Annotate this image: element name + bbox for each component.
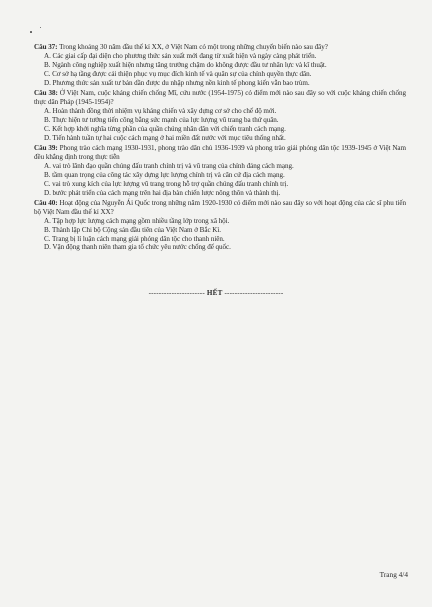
- question-37: [34, 43, 406, 88]
- question-text: Ở Việt Nam, cuộc kháng chiến chống Mĩ, cứu nước (1954-1975) có điểm mới nào sau đây so với cuộc kháng chiến chống thực dân Pháp (1945-1954)?: [34, 89, 406, 106]
- scan-speck: [30, 31, 32, 33]
- end-marker: [0, 289, 432, 298]
- option-b: B. Thành lập Chi bộ Cộng sản đầu tiên của Việt Nam ở Bắc Kì.: [44, 225, 221, 234]
- question-list: [34, 43, 406, 252]
- question-39: [34, 144, 406, 197]
- option-c: C. Kết hợp khởi nghĩa từng phần của quần chúng nhân dân với chiến tranh cách mạng.: [44, 124, 286, 133]
- option-d: D. Vận động thanh niên tham gia tổ chức yêu nước chống đế quốc.: [44, 243, 231, 252]
- option-c: C. Trang bị lí luận cách mạng giải phóng dân tộc cho thanh niên.: [44, 234, 225, 243]
- option-a: A. vai trò lãnh đạo quần chúng đấu tranh chính trị và vũ trang của chính đảng cách mạng.: [44, 161, 294, 170]
- option-b: B. Thực hiện tư tưởng tiến công bằng sức mạnh của lực lượng vũ trang ba thứ quân.: [44, 115, 279, 124]
- option-a: A. Các giai cấp đại diện cho phương thức sản xuất mới đang từ xuất hiện và ngày càng phát triển.: [44, 51, 317, 60]
- option-c: C. vai trò xung kích của lực lượng vũ trang trong hỗ trợ quần chúng đấu tranh chính trị.: [44, 179, 289, 188]
- question-label: Câu 40:: [34, 198, 58, 207]
- option-d: D. Phương thức sản xuất tư bản dần được du nhập nhưng nền kinh tế phong kiến vẫn bao trùm.: [44, 78, 310, 87]
- page-number: Trang 4/4: [379, 570, 408, 579]
- option-c: C. Cơ sở hạ tầng được cải thiện phục vụ mục đích kinh tế và quân sự của chính quyền thực dân.: [44, 69, 312, 78]
- option-a: A. Hoàn thành đồng thời nhiệm vụ kháng chiến và xây dựng cơ sở cho chế độ mới.: [44, 106, 277, 115]
- question-38: [34, 89, 406, 142]
- option-b: B. Ngành công nghiệp xuất hiện nhưng tăng trưởng chậm do không được đầu tư nhân lực và kĩ thuật.: [44, 60, 327, 69]
- question-label: Câu 37:: [34, 43, 58, 51]
- question-label: Câu 39:: [34, 143, 58, 152]
- question-text: Hoạt động của Nguyễn Ái Quốc trong những năm 1920-1930 có điểm mới nào sau đây so với hoạt động của các sĩ phu tiến bộ Việt Nam đầu thế kỉ XX?: [34, 198, 406, 216]
- question-text: Phong trào cách mạng 1930-1931, phong trào dân chủ 1936-1939 và phong trào giải phóng dân tộc 1939-1945 ở Việt Nam đều khẳng định trong thực tiễn: [34, 143, 406, 161]
- option-a: A. Tập hợp lực lượng cách mạng gồm nhiều tầng lớp trong xã hội.: [44, 216, 230, 225]
- end-dashes-left: ----------------------: [148, 289, 205, 297]
- question-label: Câu 38:: [34, 89, 58, 98]
- end-word: HẾT: [206, 289, 223, 297]
- end-dashes-right: -----------------------: [224, 289, 284, 297]
- option-d: D. bước phát triển của cách mạng trên hai địa bàn chiến lược nông thôn và thành thị.: [44, 188, 281, 197]
- option-b: B. tầm quan trọng của công tác xây dựng lực lượng chính trị và căn cứ địa cách mạng.: [44, 170, 285, 179]
- option-d: D. Tiến hành tuần tự hai cuộc cách mạng ở hai miền đất nước với mục tiêu thống nhất.: [44, 133, 286, 142]
- scan-speck: [40, 27, 41, 28]
- question-40: [34, 199, 406, 252]
- question-text: Trong khoảng 30 năm đầu thế kỉ XX, ở Việt Nam có một trong những chuyển biến nào sau đây?: [59, 43, 328, 51]
